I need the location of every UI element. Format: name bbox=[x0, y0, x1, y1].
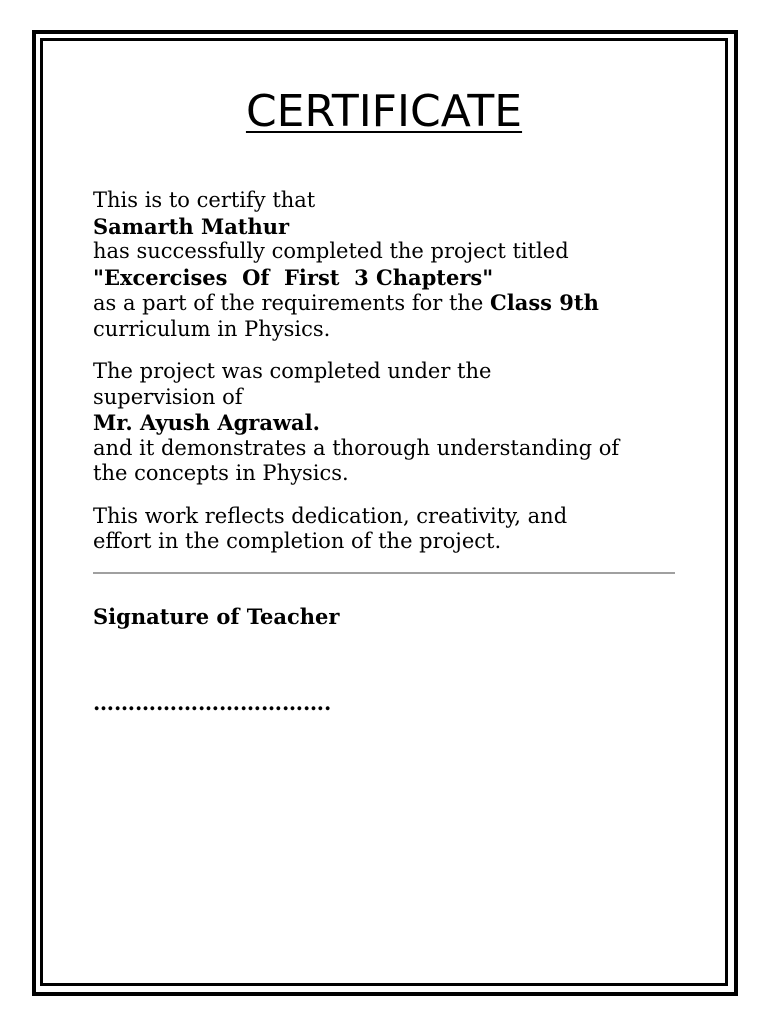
certificate-title bbox=[0, 86, 768, 138]
supervision-line-1: The project was completed under the bbox=[93, 359, 492, 383]
supervision-line-2: supervision of bbox=[93, 384, 243, 409]
signature-line: ……………………………. bbox=[93, 690, 332, 715]
paragraph-gap bbox=[93, 487, 693, 504]
closing-line-1: This work reflects dedication, creativity, and bbox=[93, 503, 568, 528]
understanding-line-2: the concepts in Physics. bbox=[93, 461, 349, 485]
divider-rule bbox=[93, 572, 675, 574]
requirements-text: as a part of the requirements for the bbox=[93, 291, 491, 315]
intro-line: This is to certify that bbox=[93, 188, 316, 212]
class-name: Class 9th bbox=[490, 290, 599, 315]
signature-label: Signature of Teacher bbox=[93, 604, 340, 629]
curriculum-line: curriculum in Physics. bbox=[93, 316, 331, 341]
certificate-body bbox=[93, 188, 693, 555]
student-name: Samarth Mathur bbox=[93, 213, 290, 239]
project-title: "Excercises Of First 3 Chapters" bbox=[93, 264, 494, 290]
completed-line: has successfully completed the project titled bbox=[93, 239, 569, 263]
understanding-line-1: and it demonstrates a thorough understanding of bbox=[93, 435, 620, 460]
closing-line-2: effort in the completion of the project. bbox=[93, 529, 502, 553]
paragraph-gap bbox=[93, 342, 693, 359]
supervisor-name: Mr. Ayush Agrawal. bbox=[93, 410, 320, 435]
requirements-line bbox=[93, 290, 693, 317]
certificate-title-text: CERTIFICATE bbox=[245, 86, 523, 137]
